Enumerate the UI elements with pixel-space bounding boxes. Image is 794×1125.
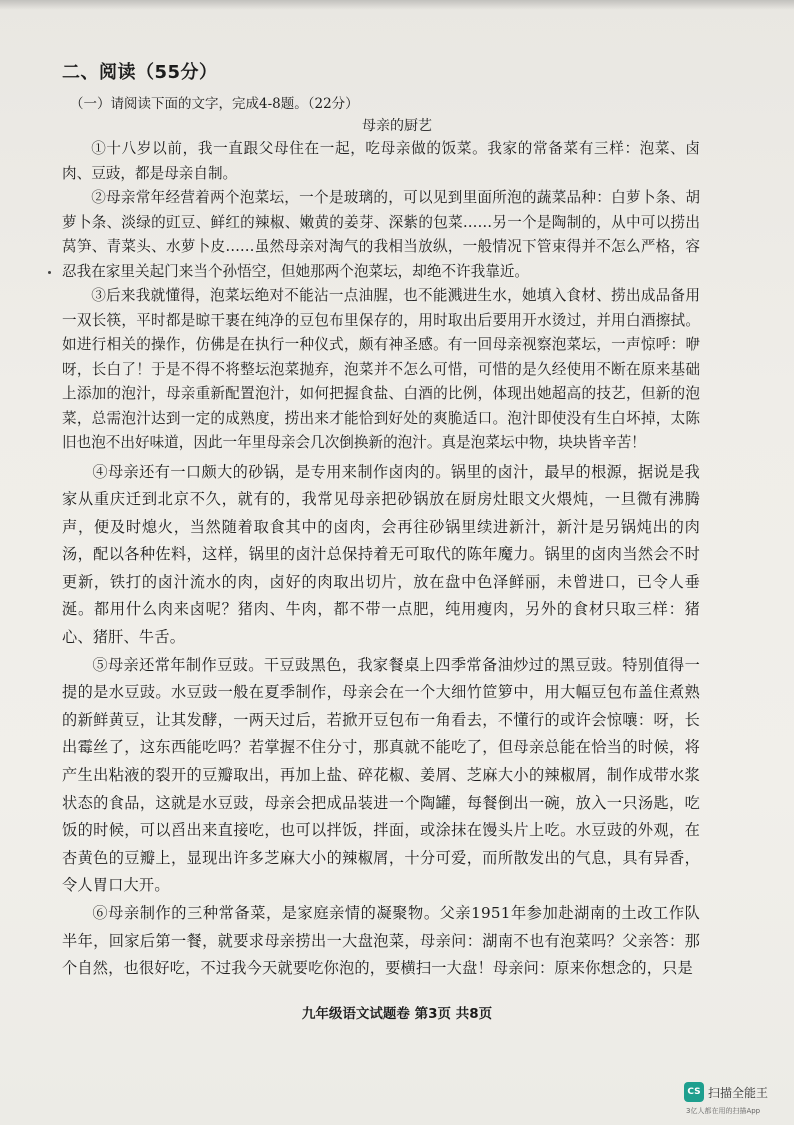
paragraph-2: ②母亲常年经营着两个泡菜坛，一个是玻璃的，可以见到里面所泡的蔬菜品种：白萝卜条、胡萝卜条、淡绿的豇豆、鲜红的辣椒、嫩黄的姜芽、深紫的包菜……另一个是陶制的，从中可以捞出莴笋、青菜头、水萝卜皮……虽然母亲对淘气的我相当放纵，一般情况下管束得并不怎么严格，容忍我在家里关起门来当个孙悟空，但她那两个泡菜坛，却绝不许我靠近。 <box>62 189 700 280</box>
question-instruction: （一）请阅读下面的文字，完成4-8题。（22分） <box>70 96 359 112</box>
page-footer: 九年级语文试题卷 第3页 共8页 <box>301 1006 493 1022</box>
scanner-app-name: 扫描全能王 <box>708 1086 769 1100</box>
paragraph-6: ⑥母亲制作的三种常备菜，是家庭亲情的凝聚物。父亲1951年参加赴湖南的土改工作队半年，回家后第一餐，就要求母亲捞出一大盘泡菜，母亲问：湖南不也有泡菜吗？父亲答：那个自然，也很好吃，不过我今天就要吃你泡的，要横扫一大盘！母亲问：原来你想念的，只是 <box>62 904 700 978</box>
paragraph-3: ③后来我就懂得，泡菜坛绝对不能沾一点油腥，也不能溅进生水，她填入食材、捞出成品备用一双长筷，平时都是晾干裹在纯净的豆包布里保存的，用时取出后要用开水烫过，并用白酒擦拭。如进行相关的操作，仿佛是在执行一种仪式，颇有神圣感。有一回母亲视察泡菜坛，一声惊呼：咿呀，长白了！于是不得不将整坛泡菜抛弃，泡菜并不怎么可惜，可惜的是久经使用不断在原来基础上添加的泡汁，母亲重新配置泡汁，如何把握食盐、白酒的比例，体现出她超高的技艺，但新的泡菜，总需泡汁达到一定的成熟度，捞出来才能恰到好处的爽脆适口。泡汁即使没有生白坏掉，太陈旧也泡不出好味道，因此一年里母亲会几次倒换新的泡汁。真是泡菜坛中物，块块皆辛苦！ <box>62 287 700 451</box>
section-title: 二、阅读（55分） <box>62 62 218 83</box>
paragraph-1: ①十八岁以前，我一直跟父母住在一起，吃母亲做的饭菜。我家的常备菜有三样：泡菜、卤肉、豆豉，都是母亲自制。 <box>62 140 700 182</box>
paragraph-5: ⑤母亲还常年制作豆豉。干豆豉黑色，我家餐桌上四季常备油炒过的黑豆豉。特别值得一提的是水豆豉。水豆豉一般在夏季制作，母亲会在一个大细竹笸箩中，用大幅豆包布盖住煮熟的新鲜黄豆，让其发酵，一两天过后，若掀开豆包布一角看去，不懂行的或许会惊嚷：呀，长出霉丝了，这东西能吃吗？若掌握不住分寸，那真就不能吃了，但母亲总能在恰当的时候，将产生出粘液的裂开的豆瓣取出，再加上盐、碎花椒、姜屑、芝麻大小的辣椒屑，制作成带水浆状态的食品，这就是水豆豉，母亲会把成品装进一个陶罐，每餐倒出一碗，放入一只汤匙，吃饭的时候，可以舀出来直接吃，也可以拌饭，拌面，或涂抹在馒头片上吃。水豆豉的外观，在杏黄色的豆瓣上，显现出许多芝麻大小的辣椒屑，十分可爱，而所散发出的气息，具有异香，令人胃口大开。 <box>62 655 700 895</box>
article-body <box>62 137 700 983</box>
scan-speck <box>48 271 51 274</box>
article-title: 母亲的厨艺 <box>362 118 432 134</box>
scanner-slogan: 3亿人都在用的扫描App <box>686 1107 761 1115</box>
paragraph-4: ④母亲还有一口颇大的砂锅，是专用来制作卤肉的。锅里的卤汁，最早的根源，据说是我家从重庆迁到北京不久，就有的，我常见母亲把砂锅放在厨房灶眼文火煨炖，一旦微有沸腾声，便及时熄火，当然随着取食其中的卤肉，会再往砂锅里续进新汁，新汁是另锅炖出的肉汤，配以各种佐料，这样，锅里的卤汁总保持着无可取代的陈年魔力。锅里的卤肉当然会不时更新，铁打的卤汁流水的肉，卤好的肉取出切片，放在盘中色泽鲜丽，未曾进口，已令人垂涎。都用什么肉来卤呢？猪肉、牛肉，都不带一点肥，纯用瘦肉，另外的食材只取三样：猪心、猪肝、牛舌。 <box>62 462 700 647</box>
camscanner-logo-icon: CS <box>684 1082 704 1102</box>
scan-top-shadow <box>0 0 794 10</box>
scanner-watermark <box>684 1082 788 1120</box>
